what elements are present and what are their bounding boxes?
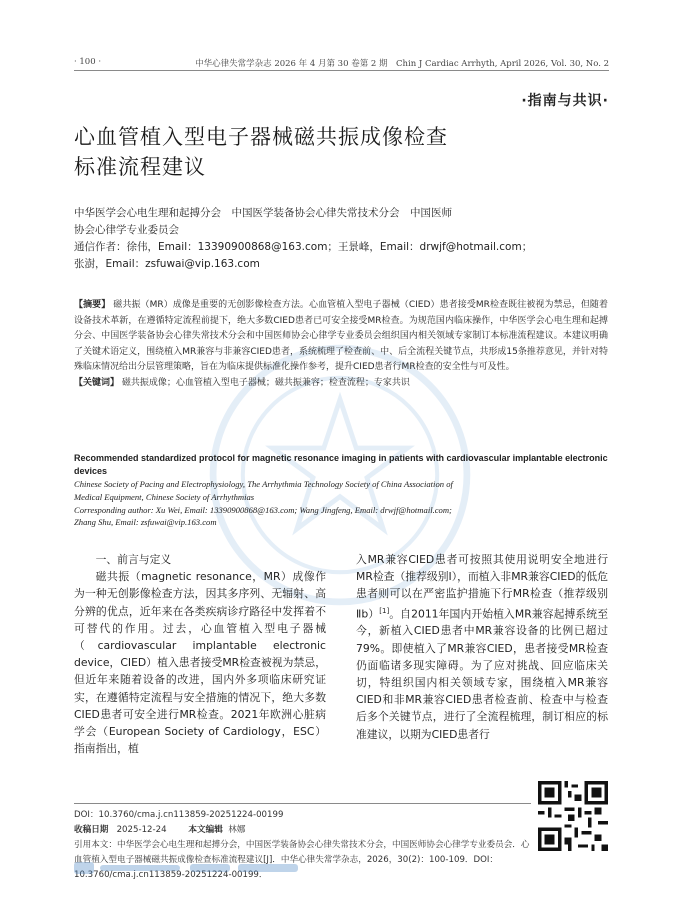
english-corr-line: Zhang Shu, Email: zsfuwai@vip.163.com [74, 517, 217, 528]
journal-header: 中华心律失常学杂志 2026 年 4 月第 30 卷第 2 期 Chin J Cardiac Arrhyth, April 2026, Vol. 30, No. 2 [195, 59, 609, 69]
doi: DOI：10.3760/cma.j.cn113859-20251224-00199 [74, 810, 284, 820]
author-block [74, 205, 544, 273]
section-tag: ·指南与共识· [521, 93, 609, 109]
editor-label: 本文编辑 [188, 825, 223, 835]
citation: 引用本文：中华医学会心电生理和起搏分会，中国医学装备协会心律失常技术分会，中国医师协会心律学专业委员会．心血管植入型电子器械磁共振成像检查标准流程建议[J]．中华心律失常学杂志，2026，30(2)：100-109．DOI：10.3760/cma.j.cn113859-20251224-00199． [74, 840, 530, 880]
author-line: 协会心律学专业委员会 [74, 224, 179, 236]
page-number: · 100 · [74, 57, 102, 67]
body-text: 入MR兼容CIED患者可按照其使用说明安全地进行MR检查（推荐级别Ⅰ），而植入非MR兼容CIED的低危患者则可以在严密监护措施下行MR检查（推荐级别Ⅱb） [356, 553, 608, 621]
received-date: 2025-12-24 [116, 825, 167, 835]
english-corr-line: Corresponding author: Xu Wei, Email: 13390900868@163.com; Wang Jingfeng, Email: drwjf@hotmail.com; [74, 504, 452, 515]
abstract-text: 磁共振（MR）成像是重要的无创影像检查方法。心血管植入型电子器械（CIED）患者接受MR检查既往被视为禁忌，但随着设备技术革新，在遵循特定流程前提下，绝大多数CIED患者已可安全接受MR检查。为规范国内临床操作，中华医学会心电生理和起搏分会、中国医学装备协会心律失常技术分会和中国医师协会心律学专业委员会组织国内相关领域专家制订本标准流程建议。本建议明确了关键术语定义，围绕植入MR兼容与非兼容CIED患者，系统梳理了检查前、中、后全流程关键节点，共形成15条推荐意见，并针对特殊临床情况给出分层管理策略，旨在为临床提供标准化操作参考，提升CIED患者行MR检查的安全性与可及性。 [74, 300, 608, 373]
title-line-2: 标准流程建议 [74, 155, 206, 179]
author-line: 中华医学会心电生理和起搏分会 中国医学装备协会心律失常技术分会 中国医师 [74, 207, 452, 219]
body-column-left [74, 551, 326, 757]
section-heading: 一、前言与定义 [95, 553, 172, 566]
received-line [74, 823, 534, 838]
article-title [74, 122, 544, 182]
received-label: 收稿日期 [74, 825, 109, 835]
keywords: 磁共振成像；心血管植入型电子器械；磁共振兼容；检查流程；专家共识 [121, 377, 410, 388]
footer-rule [74, 803, 531, 804]
title-line-1: 心血管植入型电子器械磁共振成像检查 [74, 125, 448, 149]
header-rule [74, 70, 609, 71]
english-affiliations [74, 478, 608, 529]
reference-marker: [1] [379, 606, 390, 615]
corresponding-line: 通信作者：徐伟，Email：13390900868@163.com；王景峰，Email：drwjf@hotmail.com； [74, 241, 533, 253]
english-aff-line: Medical Equipment, Chinese Society of Arrhythmias [74, 491, 255, 502]
body-text: 。自2011年国内开始植入MR兼容起搏系统至今，新植入CIED患者中MR兼容设备的比例已超过79%。即使植入了MR兼容CIED，患者接受MR检查仍面临诸多现实障碍。为了应对挑战、回应临床关切，特组织国内相关领域专家，围绕植入MR兼容CIED和非MR兼容CIED患者检查前、检查中与检查后多个关键节点，进行了全流程梳理，制订相应的标准建议，以期为CIED患者行 [356, 607, 608, 741]
keywords-label: 【关键词】 [74, 377, 120, 388]
publisher-logo-icon [74, 856, 314, 880]
abstract [74, 298, 608, 392]
english-aff-line: Chinese Society of Pacing and Electrophysiology, The Arrhythmia Technology Society of China Association of [74, 479, 453, 489]
body-column-right [356, 551, 608, 743]
body-paragraph: 磁共振（magnetic resonance，MR）成像作为一种无创影像检查方法，因其多序列、无辐射、高分辨的优点，近年来在各类疾病诊疗路径中发挥着不可替代的作用。过去，心血管植入型电子器械（cardiovascular implantable electronic device，CIED）植入患者接受MR检查被视为禁忌，但近年来随着设备的改进，国内外多项临床研究证实，在遵循特定流程与安全措施的情况下，绝大多数CIED患者可安全进行MR检查。2021年欧洲心脏病学会（European Society of Cardiology，ESC）指南指出，植 [74, 570, 326, 756]
abstract-label: 【摘要】 [74, 300, 111, 310]
editor-name: 林娜 [228, 825, 246, 835]
english-title: Recommended standardized protocol for magnetic resonance imaging in patients with cardiovascular implantable electronic devices [74, 453, 608, 476]
qr-code-icon [538, 781, 608, 851]
corresponding-line: 张澍，Email：zsfuwai@vip.163.com [74, 258, 260, 270]
body-paragraph [356, 551, 608, 743]
